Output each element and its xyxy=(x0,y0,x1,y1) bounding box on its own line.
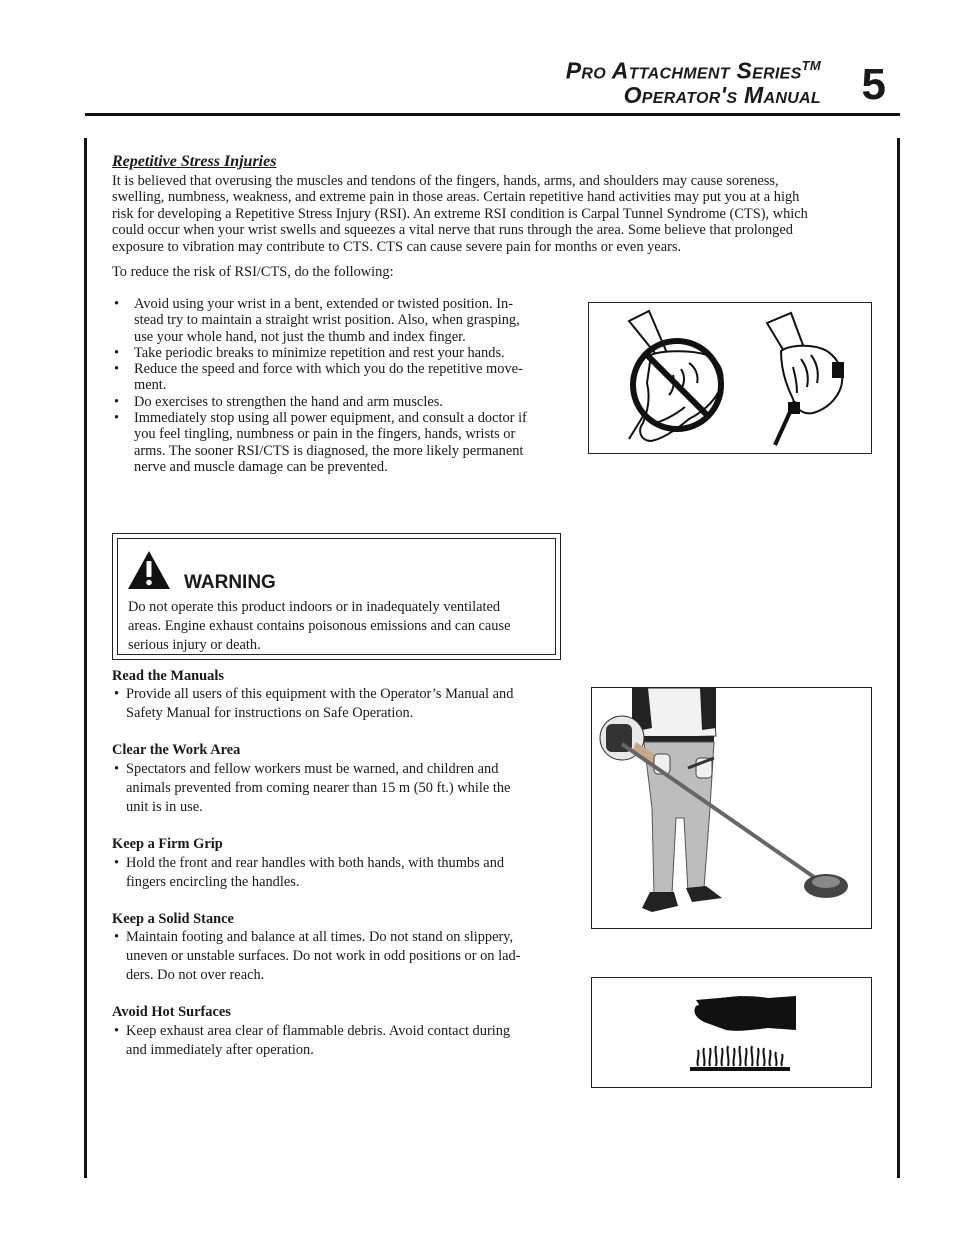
rsi-line: exposure to vibration may contribute to CTS. CTS can cause severe pain for months or even years. xyxy=(112,238,682,255)
bullet-line: stead try to maintain a straight wrist position. Also, when grasping, xyxy=(134,312,520,329)
operator-figure xyxy=(591,687,872,929)
section-bullet xyxy=(112,928,557,985)
bullet-line: arms. The sooner RSI/CTS is diagnosed, the more likely permanent xyxy=(134,442,524,459)
section-bullet xyxy=(112,760,557,817)
bullet-line: • Reduce the speed and force with which you do the repetitive move- xyxy=(134,361,523,378)
rsi-bullet-list xyxy=(112,296,562,475)
bullet-line: unit is in use. xyxy=(126,799,203,815)
bullet-line: ders. Do not over reach. xyxy=(126,967,265,983)
rsi-paragraph xyxy=(112,173,872,255)
bullet-line: • Keep exhaust area clear of flammable debris. Avoid contact during xyxy=(126,1023,511,1039)
bullet-line: • Hold the front and rear handles with both hands, with thumbs and xyxy=(126,855,505,871)
bullet-line: • Do exercises to strengthen the hand and arm muscles. xyxy=(134,393,443,410)
section-heading: Clear the Work Area xyxy=(112,742,241,758)
bullet-line: uneven or unstable surfaces. Do not work in odd positions or on lad- xyxy=(126,948,521,964)
rsi-bullet xyxy=(112,410,562,475)
header-rule xyxy=(85,113,900,116)
warning-line: areas. Engine exhaust contains poisonous emissions and can cause xyxy=(128,618,511,634)
page-number: 5 xyxy=(861,60,886,109)
title-line-2: Operator's Manual xyxy=(623,81,821,108)
section-heading: Keep a Solid Stance xyxy=(112,911,234,927)
bullet-line: use your whole hand, not just the thumb and index finger. xyxy=(134,328,466,345)
bullet-line: Safety Manual for instructions on Safe Operation. xyxy=(126,705,414,721)
warning-line: serious injury or death. xyxy=(128,637,261,653)
rsi-bullet xyxy=(112,345,562,361)
bullet-line: fingers encircling the handles. xyxy=(126,874,300,890)
warning-inner-border xyxy=(117,538,556,655)
bullet-line: nerve and muscle damage can be prevented. xyxy=(134,458,388,475)
wrist-illustration-icon xyxy=(589,303,871,453)
right-margin-bar xyxy=(897,138,900,1178)
rsi-intro: To reduce the risk of RSI/CTS, do the following: xyxy=(112,264,394,280)
hot-surface-figure xyxy=(591,977,872,1088)
wrist-position-figure xyxy=(588,302,872,454)
rsi-bullet xyxy=(112,361,562,394)
section-heading: Avoid Hot Surfaces xyxy=(112,1004,231,1020)
bullet-line: • Take periodic breaks to minimize repetition and rest your hands. xyxy=(134,344,505,361)
warning-triangle-icon xyxy=(126,549,172,591)
bullet-line: • Maintain footing and balance at all times. Do not stand on slippery, xyxy=(126,929,514,945)
bullet-line: and immediately after operation. xyxy=(126,1042,314,1058)
section-heading: Keep a Firm Grip xyxy=(112,836,223,852)
bullet-line: ment. xyxy=(134,377,167,394)
warning-line: Do not operate this product indoors or in inadequately ventilated xyxy=(128,599,501,615)
bullet-line: • Avoid using your wrist in a bent, extended or twisted position. In- xyxy=(134,296,514,312)
warning-label: WARNING xyxy=(184,572,276,593)
section-bullet xyxy=(112,854,557,892)
rsi-bullet xyxy=(112,394,562,410)
left-margin-bar xyxy=(84,138,87,1178)
operator-with-trimmer-icon xyxy=(592,688,871,928)
section-heading: Read the Manuals xyxy=(112,668,224,684)
section-bullet xyxy=(112,1022,557,1060)
rsi-line: risk for developing a Repetitive Stress Injury (RSI). An extreme RSI condition is Carpal Tunnel Syndrome (CTS), which xyxy=(112,205,808,222)
bullet-line: • Immediately stop using all power equipment, and consult a doctor if xyxy=(134,410,527,427)
bullet-line: you feel tingling, numbness or pain in the fingers, hands, wrists or xyxy=(134,426,516,443)
warning-text xyxy=(128,598,553,655)
rsi-heading: Repetitive Stress Injuries xyxy=(112,153,277,170)
warning-box xyxy=(112,533,561,660)
bullet-line: • Spectators and fellow workers must be warned, and children and xyxy=(126,761,499,777)
rsi-bullet xyxy=(112,296,562,345)
bullet-line: • Provide all users of this equipment with the Operator’s Manual and xyxy=(126,686,514,702)
manual-title xyxy=(566,54,821,107)
bullet-line: animals prevented from coming nearer than 15 m (50 ft.) while the xyxy=(126,780,511,796)
rsi-line: It is believed that overusing the muscles and tendons of the fingers, hands, arms, and shoulders may cause soreness, xyxy=(112,173,779,189)
trademark: TM xyxy=(801,58,821,73)
rsi-line: swelling, numbness, weakness, and extreme pain in those areas. Certain repetitive hand activities may put you at a high xyxy=(112,189,800,206)
hand-hot-surface-icon xyxy=(592,978,871,1087)
section-bullet xyxy=(112,685,557,723)
rsi-line: could occur when your wrist swells and squeezes a vital nerve that runs through the area. Some believe that prolonged xyxy=(112,222,793,239)
title-line-1: Pro Attachment Series xyxy=(565,57,802,84)
